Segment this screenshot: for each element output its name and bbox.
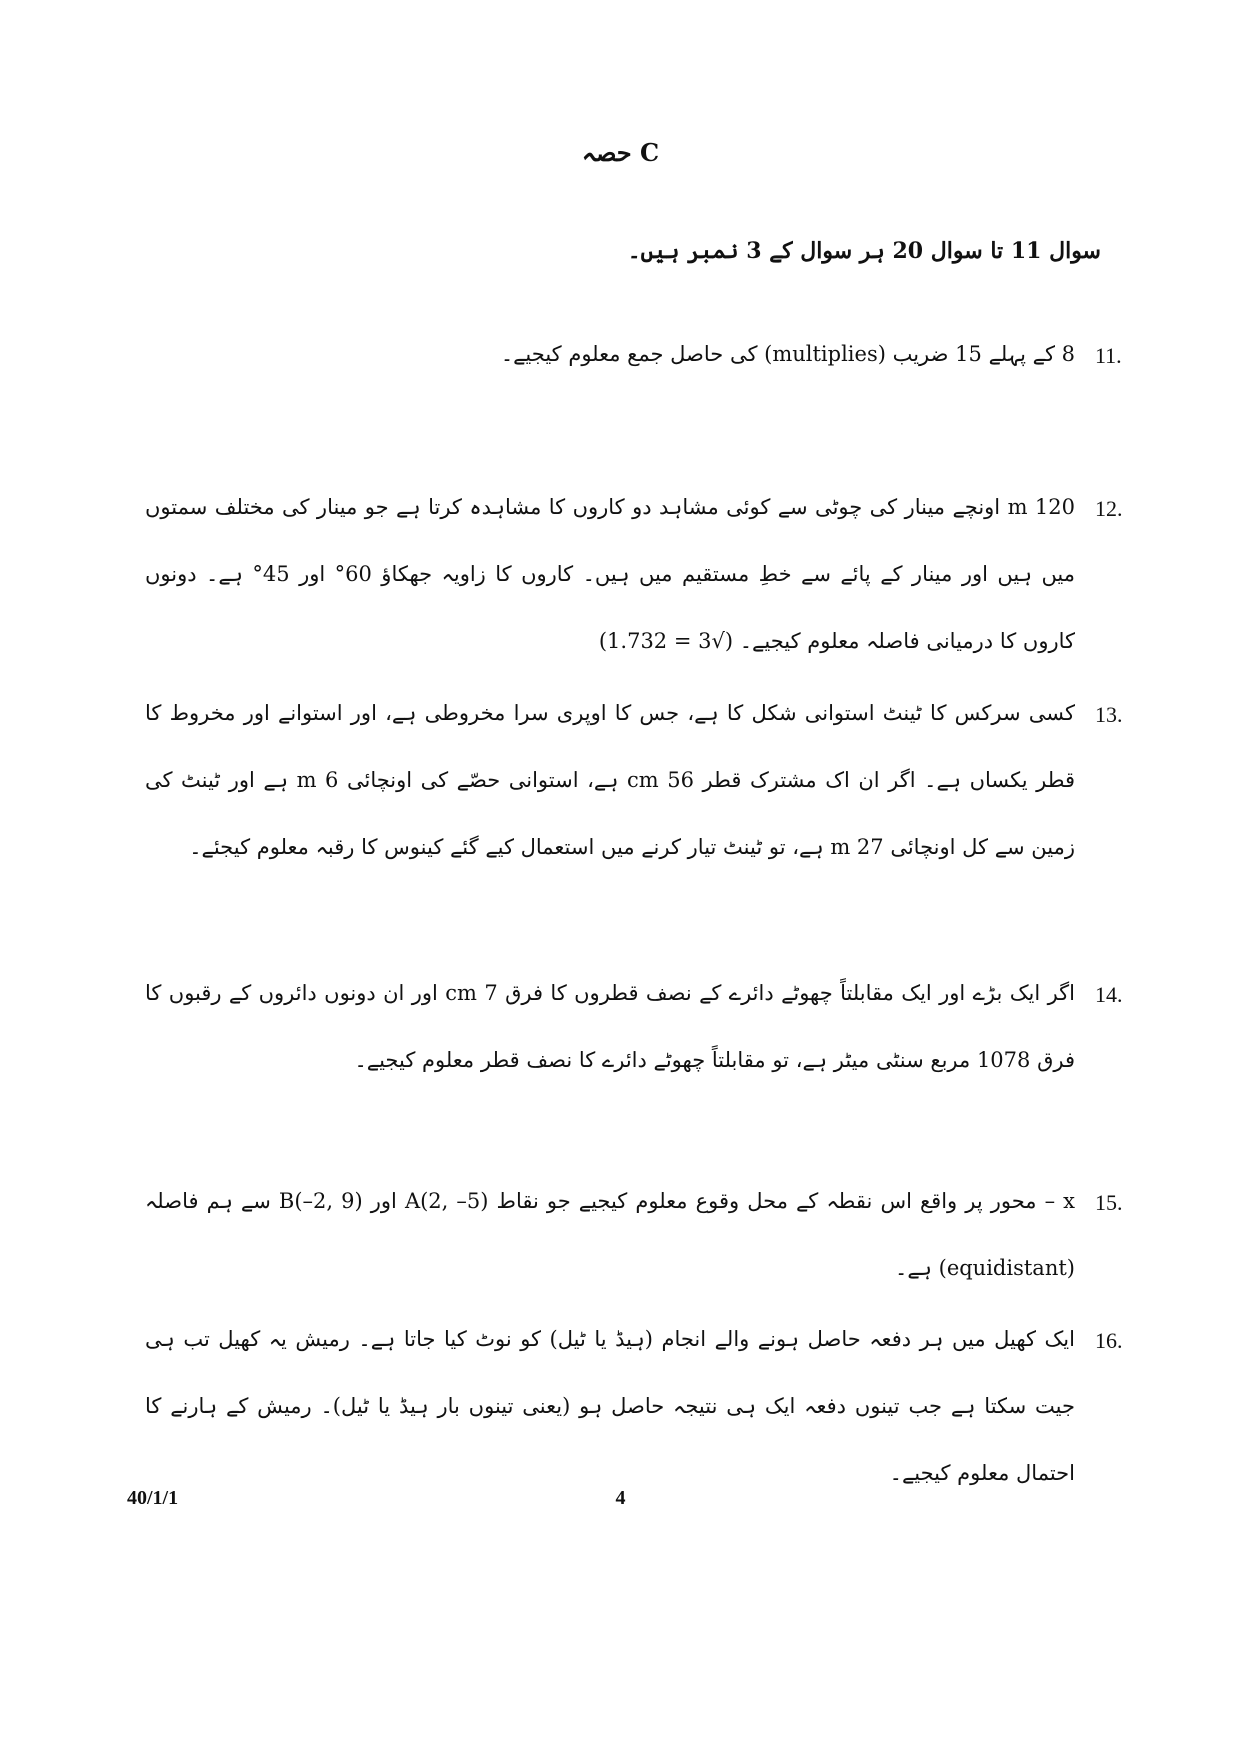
page-number: 4 <box>615 1487 626 1509</box>
question-11 <box>145 343 1135 388</box>
question-number: 14. <box>1095 982 1123 1007</box>
question-text: 120 m اونچے مینار کی چوٹی سے کوئی مشاہد دو کاروں کا مشاہدہ کرتا ہے جو مینار کی مختلف سمتوں میں ہیں اور مینار کے پائے سے خطِ مستقیم میں ہیں۔ کاروں کا زاویہ جھکاؤ 60° اور 45° ہے۔ دونوں کاروں کا درمیانی فاصلہ معلوم کیجیے۔ (√3 = 1.732) <box>145 495 1076 653</box>
question-number: 11. <box>1095 343 1122 368</box>
question-14 <box>145 982 1135 1094</box>
question-number: 12. <box>1095 496 1123 521</box>
question-13 <box>145 702 1135 881</box>
question-16 <box>145 1328 1135 1507</box>
question-number: 16. <box>1095 1328 1123 1353</box>
question-15 <box>145 1190 1135 1302</box>
question-number: 15. <box>1095 1190 1123 1215</box>
question-text: x – محور پر واقع اس نقطہ کے محل وقوع معلوم کیجیے جو نقاط A(2, –5) اور B(–2, 9) سے ہم فاصلہ (equidistant) ہے۔ <box>145 1189 1075 1280</box>
section-title: حصہ C <box>581 138 660 167</box>
question-text: 8 کے پہلے 15 ضریب (multiplies) کی حاصل جمع معلوم کیجیے۔ <box>500 342 1075 366</box>
section-instructions: سوال 11 تا سوال 20 ہر سوال کے 3 نمبر ہیں۔ <box>627 238 1101 264</box>
question-text: کسی سرکس کا ٹینٹ استوانی شکل کا ہے، جس کا اوپری سرا مخروطی ہے، اور استوانے اور مخروط کا قطر یکساں ہے۔ اگر ان اک مشترک قطر 56 cm ہے، استوانی حصّے کی اونچائی 6 m ہے اور ٹینٹ کی زمین سے کل اونچائی 27 m ہے، تو ٹینٹ تیار کرنے میں استعمال کیے گئے کینوس کا رقبہ معلوم کیجئے۔ <box>145 701 1075 859</box>
question-text: ایک کھیل میں ہر دفعہ حاصل ہونے والے انجام (ہیڈ یا ٹیل) کو نوٹ کیا جاتا ہے۔ رمیش یہ کھیل تب ہی جیت سکتا ہے جب تینوں دفعہ ایک ہی نتیجہ حاصل ہو (یعنی تینوں بار ہیڈ یا ٹیل)۔ رمیش کے ہارنے کا احتمال معلوم کیجیے۔ <box>145 1327 1075 1485</box>
question-text: اگر ایک بڑے اور ایک مقابلتاً چھوٹے دائرے کے نصف قطروں کا فرق 7 cm اور ان دونوں دائروں کے رقبوں کا فرق 1078 مربع سنٹی میٹر ہے، تو مقابلتاً چھوٹے دائرے کا نصف قطر معلوم کیجیے۔ <box>145 981 1075 1072</box>
paper-code: 40/1/1 <box>127 1487 179 1509</box>
question-number: 13. <box>1095 702 1123 727</box>
question-12 <box>145 496 1135 675</box>
